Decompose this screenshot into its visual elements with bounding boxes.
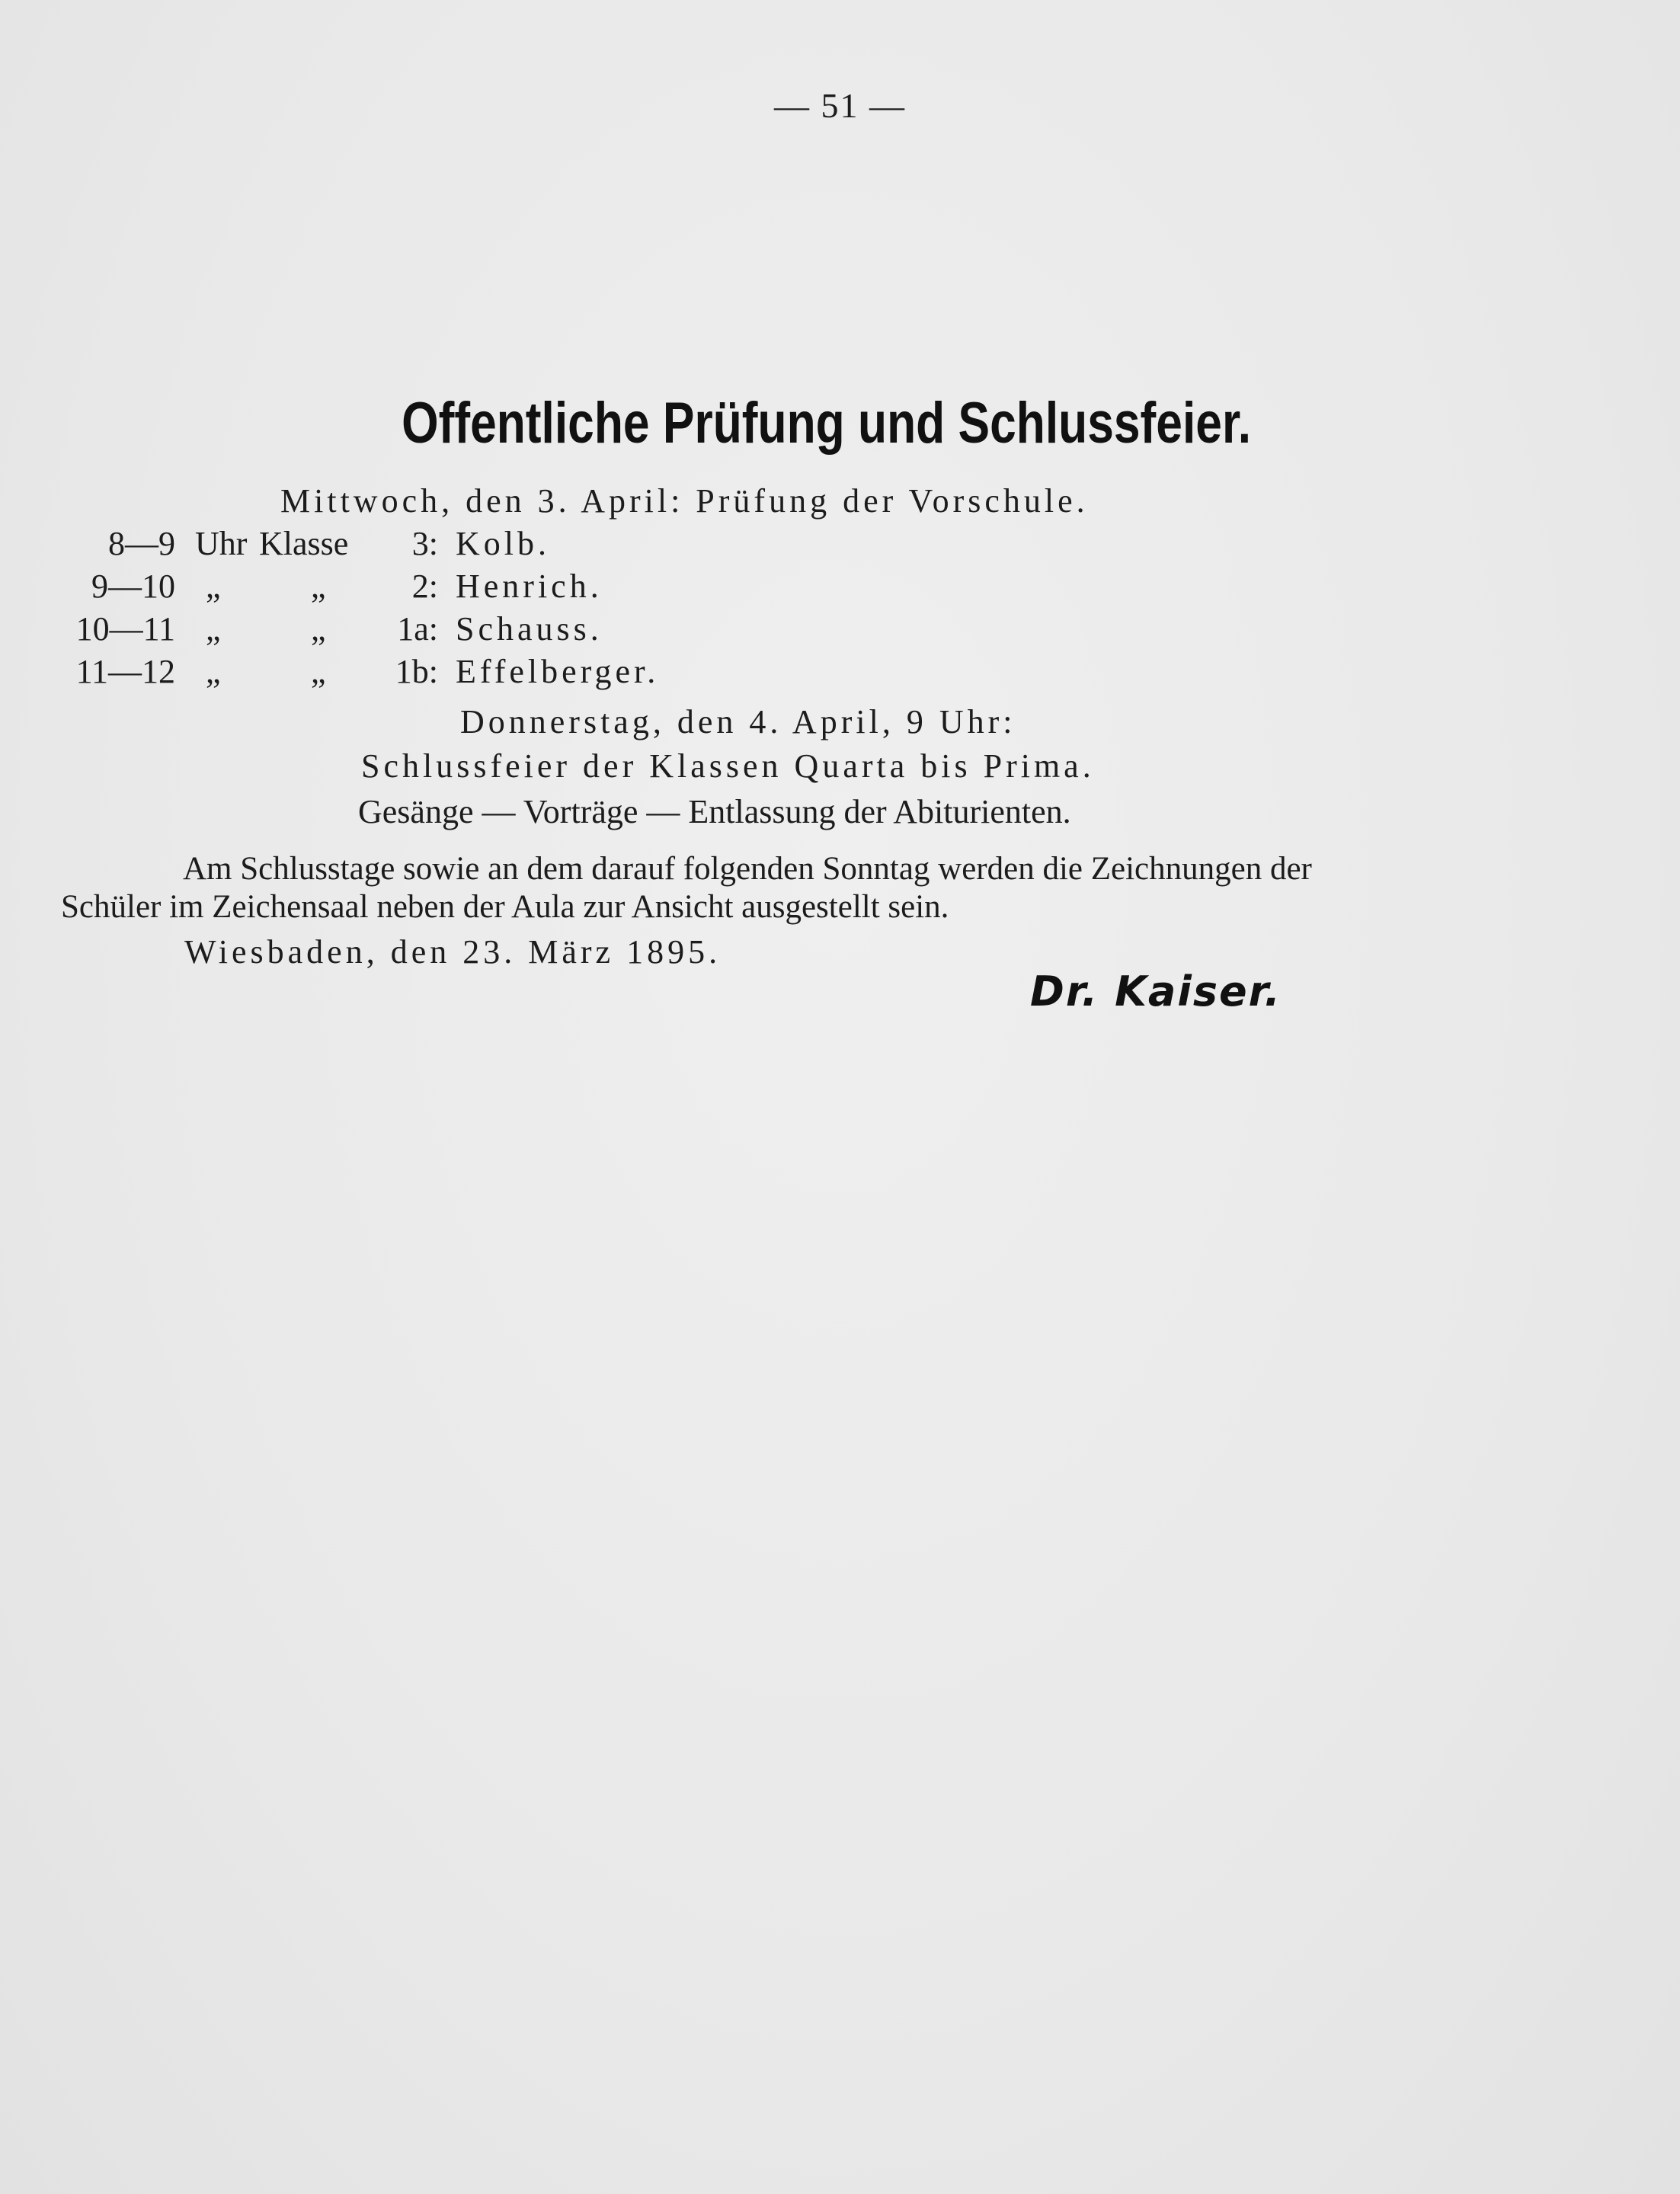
schedule-time: 8—9 <box>108 525 175 562</box>
schedule-class: 1a: <box>397 610 438 648</box>
signature: Dr. Kaiser. <box>1030 967 1282 1015</box>
schedule-teacher: Kolb. <box>456 525 550 562</box>
schedule-label: „ <box>311 568 326 605</box>
dateline: Wiesbaden, den 23. März 1895. <box>184 933 722 971</box>
schedule-time: 9—10 <box>91 568 175 605</box>
schedule-time: 11—12 <box>75 653 175 690</box>
schedule-class: 2: <box>411 568 438 605</box>
schedule-unit: „ <box>206 653 221 690</box>
schedule-label: „ <box>311 610 326 648</box>
schedule-teacher: Schauss. <box>456 610 603 648</box>
schedule-unit: „ <box>206 610 221 648</box>
wednesday-line: Mittwoch, den 3. April: Prüfung der Vorschule. <box>280 482 1089 520</box>
paragraph-line-1: Am Schlusstage sowie an dem darauf folgenden Sonntag werden die Zeichnungen der <box>183 851 1312 887</box>
thursday-line: Donnerstag, den 4. April, 9 Uhr: <box>460 703 1016 740</box>
schedule-unit: „ <box>206 568 221 605</box>
program-line: Gesänge — Vorträge — Entlassung der Abiturienten. <box>358 793 1071 830</box>
page-number: — 51 — <box>774 86 906 125</box>
schedule-label: „ <box>311 653 326 690</box>
schedule-teacher: Henrich. <box>456 568 603 605</box>
schedule-teacher: Effelberger. <box>456 653 660 690</box>
schedule-class: 1b: <box>395 653 438 690</box>
schedule-time: 10—11 <box>75 610 175 648</box>
paragraph-line-2: Schüler im Zeichensaal neben der Aula zur Ansicht ausgestellt sein. <box>61 889 949 925</box>
schedule-unit: Uhr <box>195 525 248 562</box>
page-title: Offentliche Prüfung und Schlussfeier. <box>402 391 1252 456</box>
schlussfeier-line: Schlussfeier der Klassen Quarta bis Prima. <box>361 747 1095 785</box>
schedule-label: Klasse <box>259 525 349 562</box>
schedule-class: 3: <box>411 525 438 562</box>
